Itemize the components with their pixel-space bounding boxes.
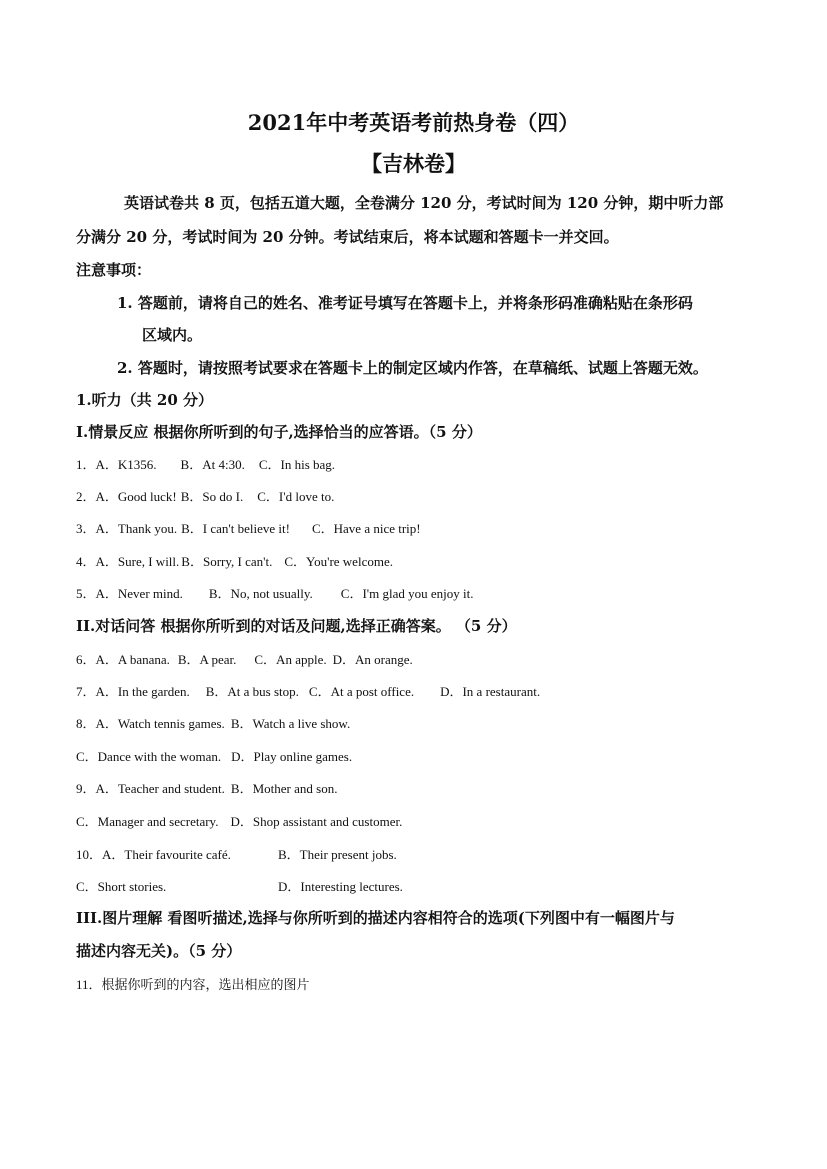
question-number: 7． [76, 684, 96, 699]
question-7 [76, 681, 540, 700]
question-5 [76, 583, 473, 602]
question-number: 3． [76, 521, 96, 536]
page-title: 2021年中考英语考前热身卷（四） [247, 110, 580, 135]
question-number: 8． [76, 716, 96, 731]
option-c: C．In his bag. [258, 457, 336, 472]
option-a: A．Sure, I will. [95, 554, 180, 569]
notice-item-1-cont: 区域内。 [142, 326, 203, 344]
option-d: D．Shop assistant and customer. [230, 814, 403, 829]
question-8 [76, 713, 350, 732]
option-a: A．Their favourite café. [102, 847, 231, 862]
option-c: C．At a post office. [308, 684, 415, 699]
question-6 [76, 649, 413, 668]
option-c: C．Manager and secretary. [76, 814, 219, 829]
question-11: 11．根据你听到的内容，选出相应的图片 [76, 977, 310, 992]
option-a: A．A banana. [95, 652, 170, 667]
question-number: 4． [76, 554, 96, 569]
part-1-heading: 1.听力（共 20 分） [76, 391, 213, 409]
question-8-cont [76, 746, 352, 765]
option-b: B．At 4:30. [180, 457, 245, 472]
option-a: A．K1356. [95, 457, 157, 472]
question-10 [76, 844, 397, 863]
option-a: A．Good luck! [95, 489, 177, 504]
intro-line-2: 分满分 20 分，考试时间为 20 分钟。考试结束后，将本试题和答题卡一并交回。 [76, 228, 619, 246]
section-2-heading: II.对话问答 根据你所听到的对话及问题,选择正确答案。 （5 分） [76, 617, 517, 635]
option-b: B．At a bus stop. [205, 684, 299, 699]
option-b: B．I can't believe it! [181, 521, 290, 536]
option-b: B．Watch a live show. [230, 716, 351, 731]
option-a: A．Never mind. [95, 586, 183, 601]
notice-item-1: 1. 答题前，请将自己的姓名、准考证号填写在答题卡上，并将条形码准确粘贴在条形码 [117, 294, 693, 312]
question-10-cont [76, 876, 403, 895]
option-b: B．No, not usually. [208, 586, 313, 601]
option-d: D．Play online games. [231, 749, 353, 764]
section-1-heading: I.情景反应 根据你所听到的句子,选择恰当的应答语。（5 分） [76, 423, 482, 441]
option-c: C．Short stories. [76, 879, 167, 894]
question-number: 1． [76, 457, 96, 472]
notice-item-2: 2. 答题时，请按照考试要求在答题卡上的制定区域内作答，在草稿纸、试题上答题无效。 [117, 359, 708, 377]
option-c: C．I'm glad you enjoy it. [340, 586, 474, 601]
question-2 [76, 486, 334, 505]
option-a: A．Watch tennis games. [95, 716, 225, 731]
question-number: 2． [76, 489, 96, 504]
option-a: A．In the garden. [95, 684, 190, 699]
section-3-heading-cont: 描述内容无关)。（5 分） [76, 942, 242, 960]
question-number: 9． [76, 781, 96, 796]
option-c: C．Have a nice trip! [311, 521, 421, 536]
option-b: B．So do I. [180, 489, 244, 504]
option-c: C．Dance with the woman. [76, 749, 222, 764]
option-a: A．Teacher and student. [95, 781, 225, 796]
notice-heading: 注意事项： [76, 261, 152, 279]
question-3 [76, 518, 421, 537]
page-subtitle: 【吉林卷】 [361, 151, 466, 176]
option-b: B．A pear. [177, 652, 237, 667]
section-3-heading: III.图片理解 看图听描述,选择与你所听到的描述内容相符合的选项(下列图中有一幅图片与 [76, 909, 675, 927]
option-d: D．In a restaurant. [440, 684, 541, 699]
intro-line-1: 英语试卷共 8 页，包括五道大题，全卷满分 120 分，考试时间为 120 分钟，期中听力部 [124, 194, 724, 212]
question-number: 10． [76, 847, 103, 862]
question-9-cont [76, 811, 402, 830]
question-9 [76, 778, 337, 797]
option-b: B．Sorry, I can't. [181, 554, 273, 569]
option-a: A．Thank you. [95, 521, 178, 536]
option-c: C．An apple. [254, 652, 327, 667]
question-number: 6． [76, 652, 96, 667]
option-d: D．Interesting lectures. [278, 879, 403, 894]
option-b: B．Mother and son. [230, 781, 338, 796]
question-1 [76, 454, 335, 473]
option-d: D．An orange. [332, 652, 413, 667]
question-4 [76, 551, 393, 570]
option-c: C．You're welcome. [284, 554, 393, 569]
question-number: 5． [76, 586, 96, 601]
option-c: C．I'd love to. [257, 489, 335, 504]
option-b: B．Their present jobs. [278, 847, 397, 862]
